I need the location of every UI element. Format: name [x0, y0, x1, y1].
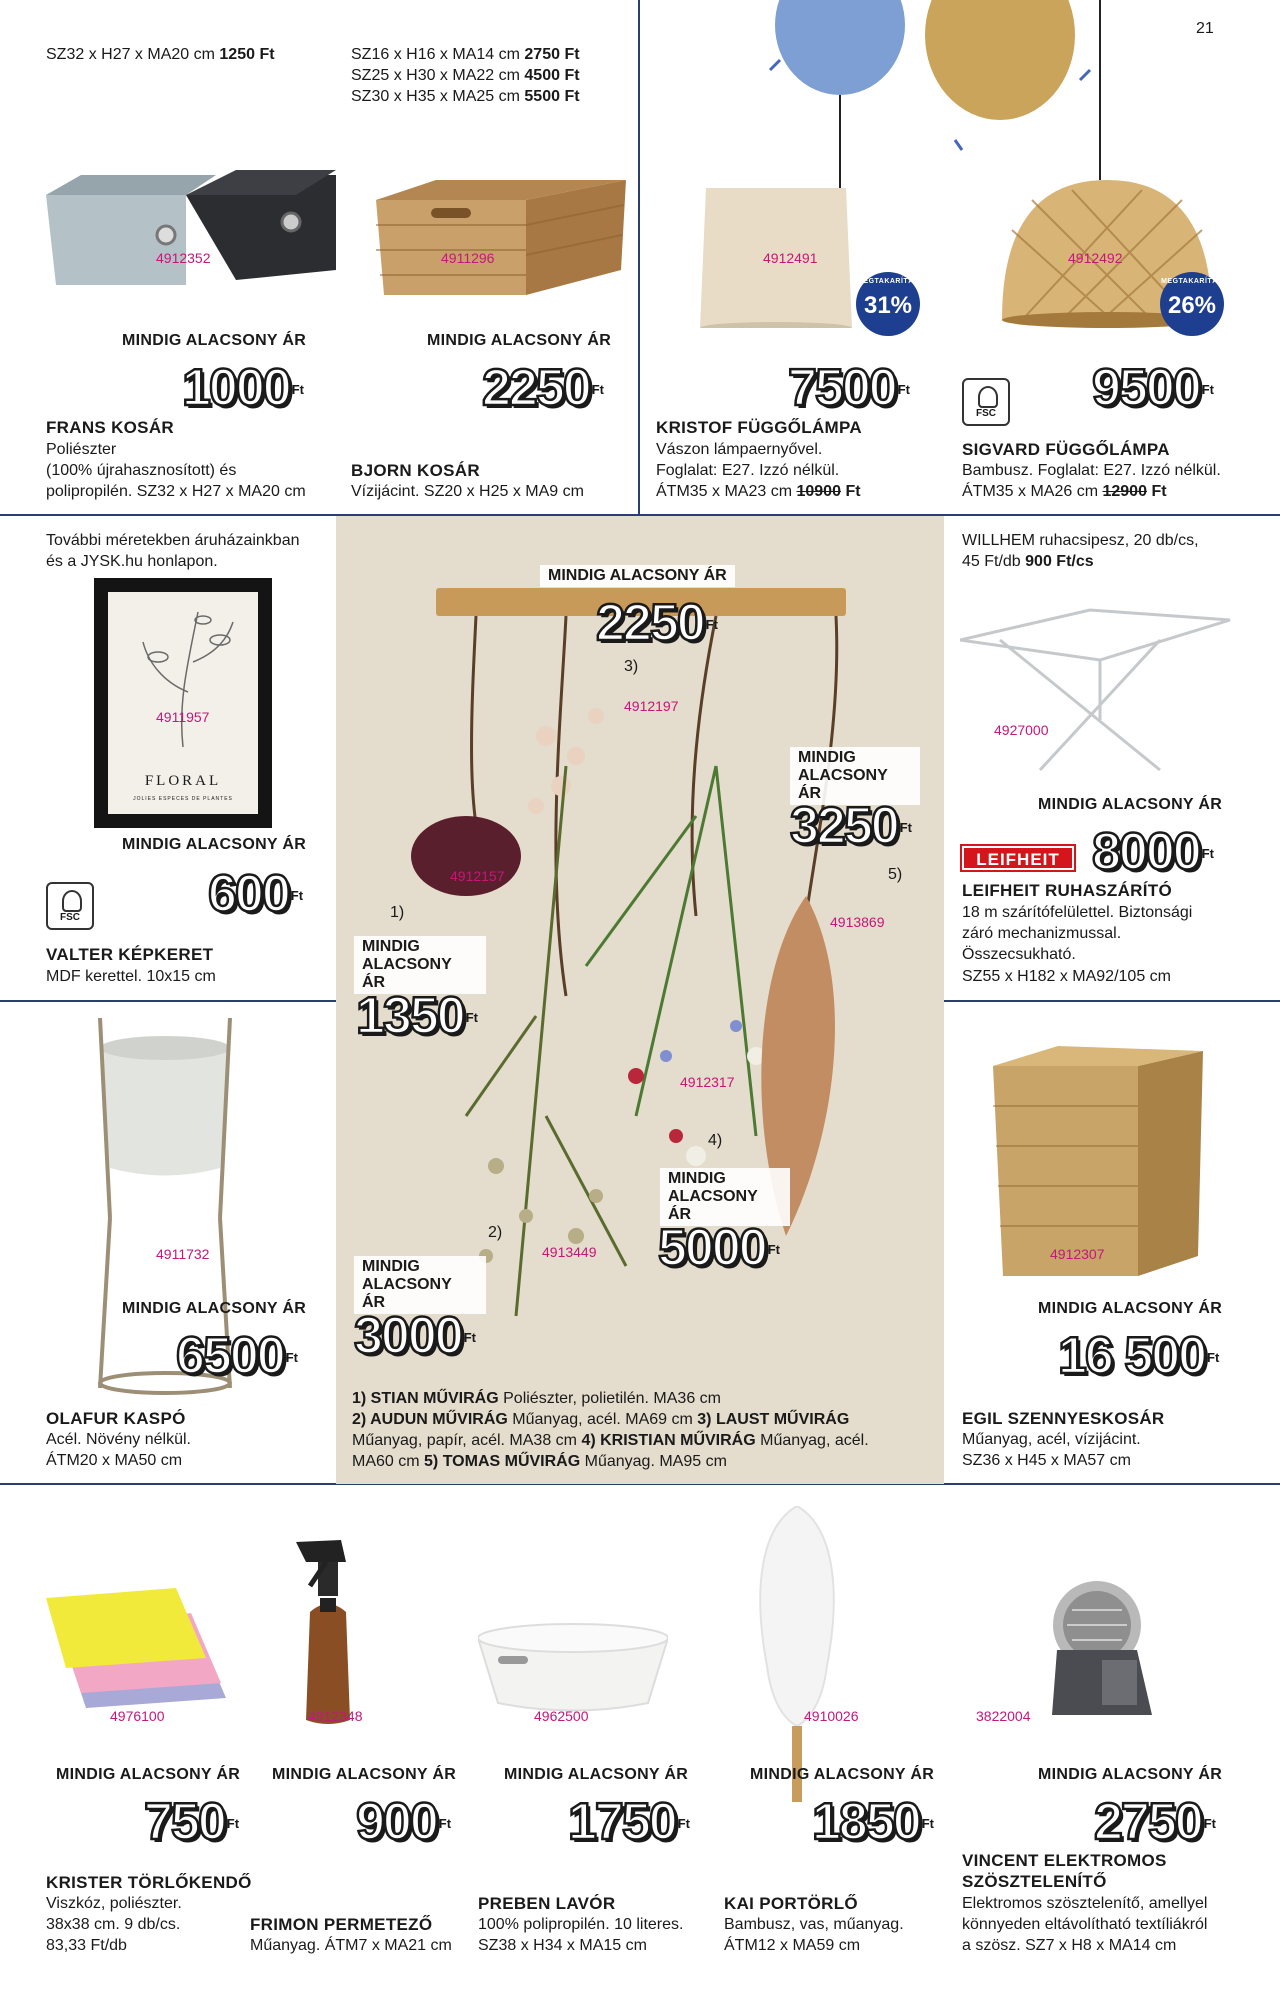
krister-name: KRISTER TÖRLŐKENDŐ [46, 1873, 252, 1892]
preben-name: PREBEN LAVÓR [478, 1894, 616, 1913]
valter-frame-image [94, 578, 272, 828]
vincent-price: 2750 $^{Ft}$ [1094, 1793, 1216, 1851]
flower-4-number: 4) [708, 1132, 723, 1149]
flower-2-price: 3000 $^{Ft}$ [354, 1307, 476, 1365]
flower-1-code: 4912157 [450, 868, 505, 884]
flower-5-price: 3250 $^{Ft}$ [790, 797, 912, 855]
flower-4-price: 5000 $^{Ft}$ [658, 1219, 780, 1277]
egil-code: 4912307 [1050, 1246, 1105, 1262]
valter-name: VALTER KÉPKERET [46, 945, 214, 964]
frans-price: 1000 $^{Ft}$ [182, 359, 304, 417]
flower-2-label: MINDIG ALACSONY ÁR [354, 1256, 486, 1314]
kai-desc-2: ÁTM12 x MA59 cm [724, 1937, 861, 1954]
divider [0, 1000, 336, 1002]
flower-5-number: 5) [888, 866, 903, 883]
kai-desc-1: Bambusz, vas, műanyag. [724, 1916, 904, 1933]
kristof-price: 7500 $^{Ft}$ [788, 359, 910, 417]
hook-label: MINDIG ALACSONY ÁR [540, 565, 735, 587]
bjorn-basket-image [376, 180, 626, 300]
willhem-line-2: 45 Ft/db 900 Ft/cs [962, 553, 1094, 570]
leifheit-dryer-image [960, 600, 1240, 780]
divider [944, 1000, 1280, 1002]
vincent-desc-2: könnyeden eltávolítható textíliákról [962, 1916, 1208, 1933]
leifheit-code: 4927000 [994, 722, 1049, 738]
olafur-code: 4911732 [156, 1246, 210, 1262]
frame-subtext: JOLIES ESPECES DE PLANTES [133, 796, 233, 802]
krister-price: 750 $^{Ft}$ [144, 1793, 240, 1851]
fsc-logo: FSC [962, 378, 1010, 426]
sigvard-desc-2: ÁTM35 x MA26 cm 12900 Ft [962, 483, 1167, 500]
olafur-desc-2: ÁTM20 x MA50 cm [46, 1452, 183, 1469]
sigvard-price: 9500 $^{Ft}$ [1092, 359, 1214, 417]
flowers-description: 1) STIAN MŰVIRÁG Poliészter, polietilén. MA36 cm 2) AUDUN MŰVIRÁG Műanyag, acél. MA69 cm 3) LAUST MŰVIRÁG Műanyag, papír, acél. MA38 cm 4) KRISTIAN MŰVIRÁG Műanyag, acél. MA60 cm 5) TOMAS MŰVIRÁG Műanyag. MA95 cm [352, 1390, 869, 1470]
leifheit-desc-1: 18 m szárítófelülettel. Biztonsági [962, 904, 1193, 921]
frimon-code: 4912348 [308, 1708, 363, 1724]
page-number: 21 [1196, 20, 1214, 37]
frans-desc-1: Poliészter [46, 441, 117, 458]
preben-price: 1750 $^{Ft}$ [568, 1793, 690, 1851]
vincent-shaver-image [1042, 1580, 1162, 1720]
sigvard-desc-1: Bambusz. Foglalat: E27. Izzó nélkül. [962, 462, 1221, 479]
krister-desc-1: Viszkóz, poliészter. [46, 1895, 182, 1912]
sigvard-code: 4912492 [1068, 250, 1123, 266]
kristof-desc-2: Foglalat: E27. Izzó nélkül. [656, 462, 840, 479]
flower-3-number: 3) [624, 658, 639, 675]
vincent-label: MINDIG ALACSONY ÁR [1038, 1766, 1223, 1783]
preben-desc-1: 100% polipropilén. 10 literes. [478, 1916, 684, 1933]
krister-cloth-image [46, 1588, 236, 1708]
olafur-name: OLAFUR KASPÓ [46, 1409, 186, 1428]
flower-3-code: 4912197 [624, 698, 679, 714]
krister-desc-2: 38x38 cm. 9 db/cs. [46, 1916, 181, 1933]
flower-4-label: MINDIG ALACSONY ÁR [660, 1168, 790, 1226]
frans-top-size: SZ32 x H27 x MA20 cm 1250 Ft [46, 46, 275, 63]
hook-price: 2250 $^{Ft}$ [596, 594, 718, 652]
egil-price: 16 500 $^{Ft}$ [1058, 1327, 1220, 1385]
leifheit-logo: LEIFHEIT [962, 846, 1074, 870]
flower-2-code: 4913449 [542, 1244, 597, 1260]
leifheit-price: 8000 $^{Ft}$ [1092, 823, 1214, 881]
preben-bowl-image [478, 1618, 668, 1718]
vincent-code: 3822004 [976, 1708, 1031, 1724]
frans-basket-image [46, 170, 336, 300]
frimon-label: MINDIG ALACSONY ÁR [272, 1766, 457, 1783]
valter-note-1: További méretekben áruházainkban [46, 532, 300, 549]
flower-5-code: 4913869 [830, 914, 885, 930]
olafur-desc-1: Acél. Növény nélkül. [46, 1431, 191, 1448]
preben-code: 4962500 [534, 1708, 589, 1724]
olafur-price: 6500 $^{Ft}$ [176, 1327, 298, 1385]
frimon-price: 900 $^{Ft}$ [356, 1793, 452, 1851]
vincent-name-1: VINCENT ELEKTROMOS [962, 1851, 1167, 1870]
frans-code: 4912352 [156, 250, 211, 266]
sigvard-discount-badge: MEGTAKARÍTÁS 26% [1160, 272, 1224, 336]
valter-desc-1: MDF kerettel. 10x15 cm [46, 968, 216, 985]
kai-name: KAI PORTÖRLŐ [724, 1894, 858, 1913]
frimon-desc-1: Műanyag. ÁTM7 x MA21 cm [250, 1937, 452, 1954]
flower-1-number: 1) [390, 904, 405, 921]
preben-desc-2: SZ38 x H34 x MA15 cm [478, 1937, 647, 1954]
flower-1-price: 1350 $^{Ft}$ [356, 987, 478, 1045]
krister-label: MINDIG ALACSONY ÁR [56, 1766, 241, 1783]
egil-name: EGIL SZENNYESKOSÁR [962, 1409, 1165, 1428]
sigvard-name: SIGVARD FÜGGŐLÁMPA [962, 440, 1170, 459]
bjorn-size-1: SZ16 x H16 x MA14 cm 2750 Ft [351, 46, 580, 63]
kristof-name: KRISTOF FÜGGŐLÁMPA [656, 418, 862, 437]
bjorn-price: 2250 $^{Ft}$ [482, 359, 604, 417]
flower-2-number: 2) [488, 1224, 503, 1241]
preben-label: MINDIG ALACSONY ÁR [504, 1766, 689, 1783]
divider [638, 0, 640, 515]
frans-desc-2: (100% újrahasznosított) és [46, 462, 237, 479]
kristof-discount-badge: MEGTAKARÍTÁS 31% [856, 272, 920, 336]
kristof-desc-1: Vászon lámpaernyővel. [656, 441, 823, 458]
olafur-label: MINDIG ALACSONY ÁR [122, 1300, 307, 1317]
bjorn-label: MINDIG ALACSONY ÁR [427, 332, 612, 349]
kristof-desc-3: ÁTM35 x MA23 cm 10900 Ft [656, 483, 861, 500]
frans-name: FRANS KOSÁR [46, 418, 174, 437]
kai-label: MINDIG ALACSONY ÁR [750, 1766, 935, 1783]
egil-label: MINDIG ALACSONY ÁR [1038, 1300, 1223, 1317]
vincent-desc-3: a szösz. SZ7 x H8 x MA14 cm [962, 1937, 1177, 1954]
leifheit-label: MINDIG ALACSONY ÁR [1038, 796, 1223, 813]
bjorn-size-2: SZ25 x H30 x MA22 cm 4500 Ft [351, 67, 580, 84]
bjorn-code: 4911296 [441, 250, 495, 266]
leifheit-name: LEIFHEIT RUHASZÁRÍTÓ [962, 881, 1172, 900]
flower-4-code: 4912317 [680, 1074, 735, 1090]
valter-label: MINDIG ALACSONY ÁR [122, 836, 307, 853]
flower-5-label: MINDIG ALACSONY ÁR [790, 747, 920, 805]
krister-code: 4976100 [110, 1708, 165, 1724]
kai-code: 4910026 [804, 1708, 859, 1724]
bjorn-name: BJORN KOSÁR [351, 461, 480, 480]
flower-1-label: MINDIG ALACSONY ÁR [354, 936, 486, 994]
frans-desc-3: polipropilén. SZ32 x H27 x MA20 cm [46, 483, 306, 500]
leifheit-desc-2: záró mechanizmussal. [962, 925, 1122, 942]
kai-duster-image [752, 1506, 842, 1806]
frimon-name: FRIMON PERMETEZŐ [250, 1915, 433, 1934]
egil-desc-2: SZ36 x H45 x MA57 cm [962, 1452, 1131, 1469]
vincent-name-2: SZÖSZTELENÍTŐ [962, 1872, 1107, 1891]
valter-note-2: és a JYSK.hu honlapon. [46, 553, 218, 570]
valter-code: 4911957 [156, 709, 210, 725]
bjorn-size-3: SZ30 x H35 x MA25 cm 5500 Ft [351, 88, 580, 105]
leifheit-desc-4: SZ55 x H182 x MA92/105 cm [962, 968, 1171, 985]
willhem-line-1: WILLHEM ruhacsipesz, 20 db/cs, [962, 532, 1199, 549]
frame-text: FLORAL [144, 773, 222, 789]
kristof-code: 4912491 [763, 250, 818, 266]
bjorn-desc-1: Vízijácint. SZ20 x H25 x MA9 cm [351, 483, 584, 500]
egil-hamper-image [988, 1046, 1208, 1276]
leifheit-desc-3: Összecsukható. [962, 946, 1076, 963]
krister-desc-3: 83,33 Ft/db [46, 1937, 127, 1954]
frimon-spray-image [296, 1540, 376, 1730]
vincent-desc-1: Elektromos szösztelenítő, amellyel [962, 1895, 1208, 1912]
fsc-logo: FSC [46, 882, 94, 930]
egil-desc-1: Műanyag, acél, vízijácint. [962, 1431, 1141, 1448]
valter-price: 600 $^{Ft}$ [208, 865, 304, 923]
kai-price: 1850 $^{Ft}$ [812, 1793, 934, 1851]
frans-label: MINDIG ALACSONY ÁR [122, 332, 307, 349]
